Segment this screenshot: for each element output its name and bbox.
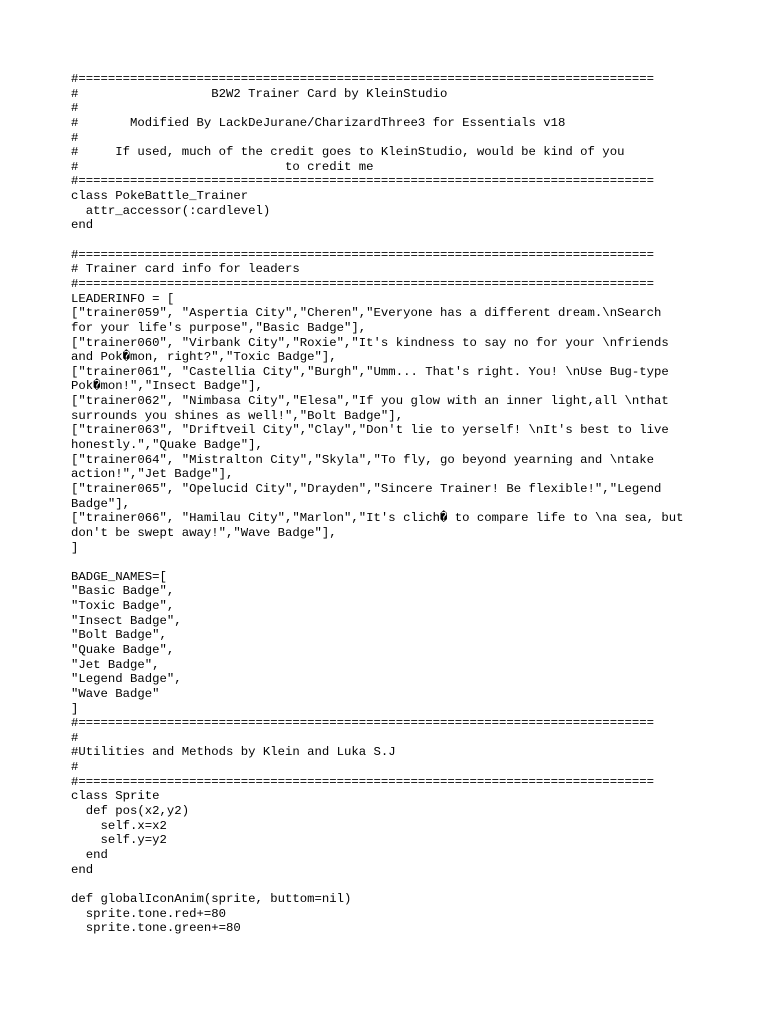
code-line: Badge"],: [71, 496, 131, 511]
code-line: #==============================================================================: [71, 276, 654, 291]
code-line: #Utilities and Methods by Klein and Luka S.J: [71, 745, 396, 760]
code-line: "Toxic Badge",: [71, 599, 175, 614]
code-line: "Wave Badge": [71, 686, 160, 701]
code-line: Pok�mon!","Insect Badge"],: [71, 379, 263, 394]
code-line: end: [71, 862, 94, 877]
code-line: #==============================================================================: [71, 174, 654, 189]
code-line: class PokeBattle_Trainer: [71, 189, 249, 204]
code-line: # to credit me: [71, 159, 374, 174]
code-line: attr_accessor(:cardlevel): [71, 203, 271, 218]
code-line: don't be swept away!","Wave Badge"],: [71, 525, 337, 540]
code-line: #==============================================================================: [71, 716, 654, 731]
code-line: "Bolt Badge",: [71, 628, 167, 643]
code-line: ["trainer063", "Driftveil City","Clay","Don't lie to yerself! \nIt's best to live: [71, 423, 669, 438]
code-line: def pos(x2,y2): [71, 804, 190, 819]
code-line: #: [71, 101, 79, 116]
code-line: # Modified By LackDeJurane/CharizardThree3 for Essentials v18: [71, 115, 566, 130]
code-line: ["trainer065", "Opelucid City","Drayden","Sincere Trainer! Be flexible!","Legend: [71, 481, 662, 496]
code-line: for your life's purpose","Basic Badge"],: [71, 320, 367, 335]
code-line: ]: [71, 701, 79, 716]
code-line: ["trainer064", "Mistralton City","Skyla","To fly, go beyond yearning and \ntake: [71, 452, 654, 467]
code-line: ["trainer062", "Nimbasa City","Elesa","If you glow with an inner light,all \nthat: [71, 394, 669, 409]
code-line: sprite.tone.green+=80: [71, 921, 241, 936]
code-line: #==============================================================================: [71, 247, 654, 262]
code-listing: [71, 72, 761, 936]
code-line: ["trainer059", "Aspertia City","Cheren","Everyone has a different dream.\nSearch: [71, 306, 662, 321]
code-line: #: [71, 730, 79, 745]
code-line: ]: [71, 540, 79, 555]
code-line: end: [71, 847, 108, 862]
code-line: and Pok�mon, right?","Toxic Badge"],: [71, 350, 337, 365]
code-line: [71, 233, 761, 248]
code-line: LEADERINFO = [: [71, 291, 175, 306]
code-line: # Trainer card info for leaders: [71, 262, 300, 277]
code-line: self.x=x2: [71, 818, 167, 833]
code-line: #==============================================================================: [71, 72, 654, 86]
code-line: "Jet Badge",: [71, 657, 160, 672]
code-line: [71, 877, 761, 892]
code-line: [71, 555, 761, 570]
code-line: #: [71, 130, 79, 145]
code-line: #: [71, 760, 79, 775]
code-line: "Insect Badge",: [71, 613, 182, 628]
code-line: honestly.","Quake Badge"],: [71, 438, 263, 453]
code-line: end: [71, 218, 94, 233]
code-line: BADGE_NAMES=[: [71, 569, 167, 584]
code-line: def globalIconAnim(sprite, buttom=nil): [71, 891, 352, 906]
code-line: action!","Jet Badge"],: [71, 467, 234, 482]
code-line: "Quake Badge",: [71, 642, 175, 657]
code-line: "Legend Badge",: [71, 672, 182, 687]
code-line: "Basic Badge",: [71, 584, 175, 599]
code-line: # B2W2 Trainer Card by KleinStudio: [71, 86, 448, 101]
code-line: surrounds you shines as well!","Bolt Badge"],: [71, 408, 404, 423]
code-line: ["trainer061", "Castellia City","Burgh","Umm... That's right. You! \nUse Bug-type: [71, 364, 669, 379]
code-line: # If used, much of the credit goes to KleinStudio, would be kind of you: [71, 145, 625, 160]
code-line: ["trainer066", "Hamilau City","Marlon","It's clich� to compare life to \na sea, but: [71, 511, 684, 526]
code-line: self.y=y2: [71, 833, 167, 848]
code-line: ["trainer060", "Virbank City","Roxie","It's kindness to say no for your \nfriends: [71, 335, 669, 350]
code-line: #==============================================================================: [71, 774, 654, 789]
code-line: class Sprite: [71, 789, 160, 804]
code-line: sprite.tone.red+=80: [71, 906, 226, 921]
